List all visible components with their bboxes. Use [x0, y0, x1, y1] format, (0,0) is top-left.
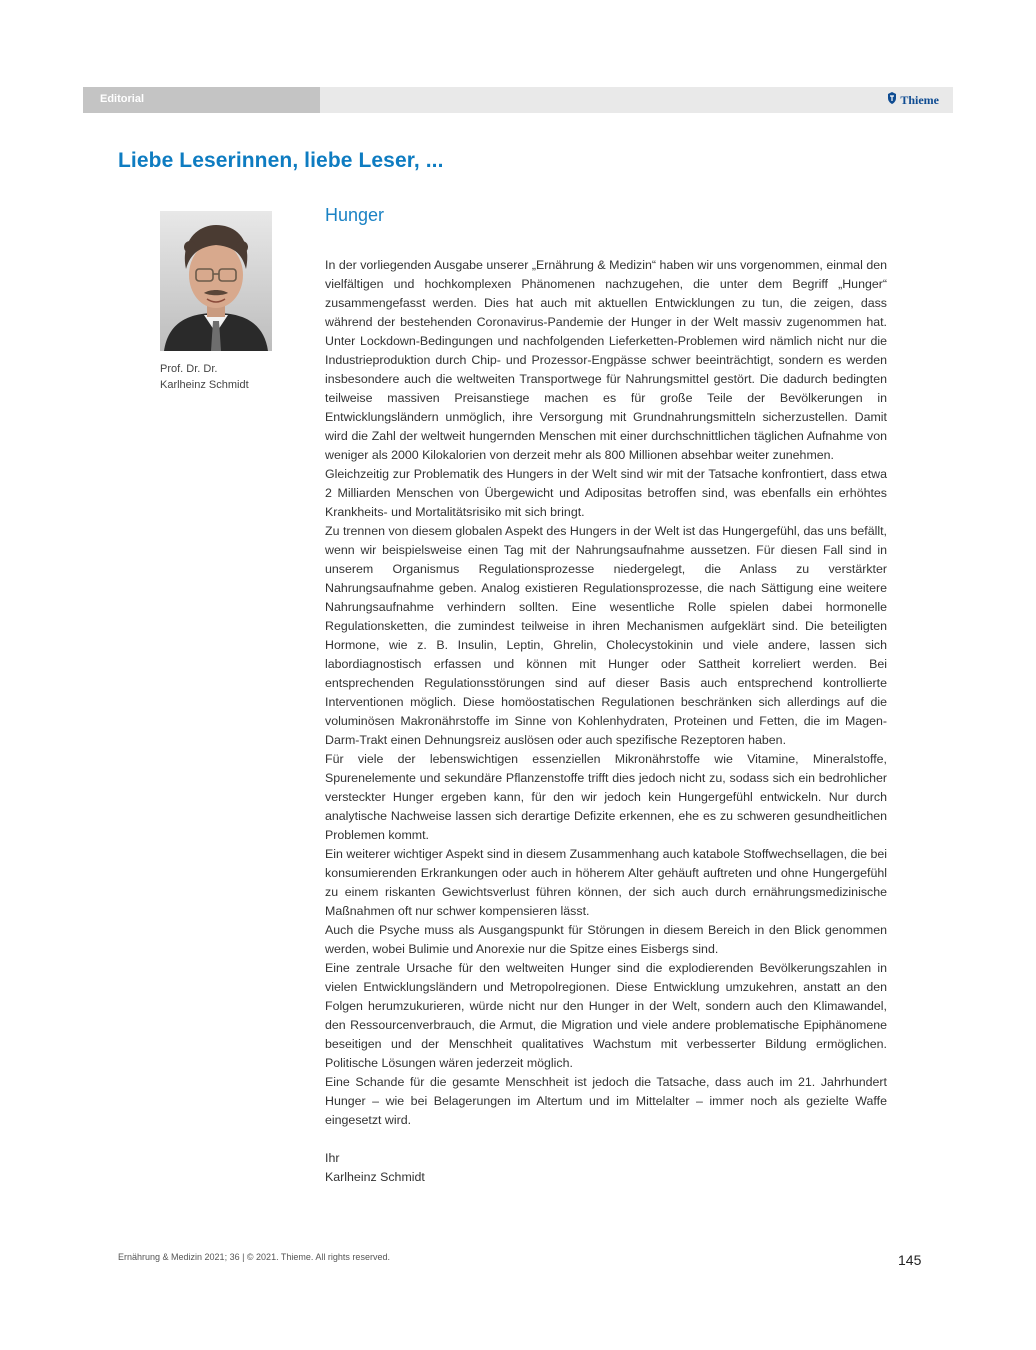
signoff	[325, 1149, 887, 1187]
publisher-logo	[887, 87, 939, 113]
portrait-caption	[160, 361, 249, 393]
caption-name: Karlheinz Schmidt	[160, 379, 249, 391]
signoff-name: Karlheinz Schmidt	[325, 1170, 425, 1184]
paragraph: Ein weiterer wichtiger Aspekt sind in diesem Zusammenhang auch katabole Stoffwechsellagen, die bei konsumierenden Erkrankungen oder auch in höherem Alter gehäuft auftreten und ohne Hungergefühl zu einem riskanten Gewichtsverlust führen können, der sich auch durch ernährungsmedizinische Maßnahmen oft nur schwer kompensieren lässt.	[325, 847, 887, 918]
publisher-name: Thieme	[900, 92, 939, 107]
footer-citation: Ernährung & Medizin 2021; 36 | © 2021. Thieme. All rights reserved.	[118, 1252, 390, 1262]
paragraph: Für viele der lebenswichtigen essenziellen Mikronährstoffe wie Vitamine, Mineralstoffe, Spurenelemente und sekundäre Pflanzenstoffe trifft dies jedoch nicht zu, sodass sich ein bedrohlicher versteckter Hunger ergeben kann, für den wir jedoch kein Hungergefühl entwickeln. Nur durch analytische Nachweise lassen sich derartige Defizite erkennen, ehe es zu schweren gesundheitlichen Problemen kommt.	[325, 752, 887, 842]
caption-title: Prof. Dr. Dr.	[160, 363, 218, 375]
page-title: Liebe Leserinnen, liebe Leser, ...	[118, 149, 444, 172]
section-label: Editorial	[83, 87, 320, 113]
paragraph: Zu trennen von diesem globalen Aspekt des Hungers in der Welt ist das Hungergefühl, das uns befällt, wenn wir beispielsweise einen Tag mit der Nahrungsaufnahme aussetzen. Für diesen Fall sind in unserem Organismus Regulationsprozesse niedergelegt, die Anlass zu verstärkter Nahrungsaufnahme geben. Analog existieren Regulationsprozesse, die nach Sättigung eine weitere Nahrungsaufnahme verhindern sollten. Eine wesentliche Rolle spielen dabei hormonelle Regulationsketten, die zumindest teilweise in ihren Mechanismen aufgeklärt sind. Die beteiligten Hormone, wie z. B. Insulin, Leptin, Ghrelin, Cholecystokinin und viele andere, lassen sich labordiagnostisch erfassen und können mit Hunger oder Sattheit korreliert werden. Bei entsprechenden Regulationsstörungen sind auf dieser Basis auch entsprechend kontrollierte Interventionen möglich. Diese homöostatischen Regulationen beschränken sich allerdings auf die voluminösen Makronährstoffe im Sinne von Kohlenhydraten, Proteinen und Fetten, die im Magen-Darm-Trakt einen Dehnungsreiz auslösen oder auch spezifische Rezeptoren haben.	[325, 524, 887, 747]
paragraph: Auch die Psyche muss als Ausgangspunkt für Störungen in diesem Bereich in den Blick genommen werden, wobei Bulimie und Anorexie nur die Spitze eines Eisbergs sind.	[325, 923, 887, 956]
paragraph: Eine zentrale Ursache für den weltweiten Hunger sind die explodierenden Bevölkerungszahlen in vielen Entwicklungsländern und Metropolregionen. Diese Entwicklung umzukehren, anstatt an den Folgen herumzukurieren, würde nicht nur den Hunger in der Welt, sondern auch den Klimawandel, den Ressourcenverbrauch, die Armut, die Migration und viele andere problematische Epiphänomene beseitigen und der Menschheit qualitatives Wachstum mit verbesserter Bildung ermöglichen. Politische Lösungen wären jederzeit möglich.	[325, 961, 887, 1070]
page-number: 145	[898, 1252, 922, 1268]
paragraph: Eine Schande für die gesamte Menschheit ist jedoch die Tatsache, dass auch im 21. Jahrhundert Hunger – wie bei Belagerungen im Altertum und im Mittelalter – immer noch als gezielte Waffe eingesetzt wird.	[325, 1075, 887, 1127]
signoff-greeting: Ihr	[325, 1151, 340, 1165]
paragraph: In der vorliegenden Ausgabe unserer „Ernährung & Medizin“ haben wir uns vorgenommen, einmal den vielfältigen und hochkomplexen Phänomenen nachzugehen, die unter dem Begriff „Hunger“ zusammengefasst werden. Dies hat auch mit aktuellen Entwicklungen zu tun, die zeigen, dass während der bestehenden Coronavirus-Pandemie der Hunger in der Welt massiv zugenommen hat. Unter Lockdown-Bedingungen und nachfolgenden Lieferketten-Problemen wird nämlich nicht nur die Industrieproduktion durch Chip- und Prozessor-Engpässe schwer beeinträchtigt, sondern es werden insbesondere auch die weltweiten Transportwege für Nahrungsmittel gestört. Die dadurch bedingten teilweise massiven Preisanstiege machen es für große Teile der Bevölkerungen in Entwicklungsländern unmöglich, ihre Versorgung mit Grundnahrungsmitteln sicherzustellen. Damit wird die Zahl der weltweit hungernden Menschen mit einer durchschnittlichen täglichen Aufnahme von weniger als 2000 Kilokalorien von derzeit mehr als 800 Millionen absehbar weiter zunehmen.	[325, 258, 887, 462]
thieme-logo-icon	[887, 92, 897, 108]
article-body	[325, 256, 887, 1187]
section-heading: Hunger	[325, 205, 385, 225]
header-bar	[83, 87, 953, 113]
paragraph: Gleichzeitig zur Problematik des Hungers in der Welt sind wir mit der Tatsache konfrontiert, dass etwa 2 Milliarden Menschen von Übergewicht und Adipositas betroffen sind, was ebenfalls ein erhöhtes Krankheits- und Mortalitätsrisiko mit sich bringt.	[325, 467, 887, 519]
author-portrait	[160, 211, 272, 351]
